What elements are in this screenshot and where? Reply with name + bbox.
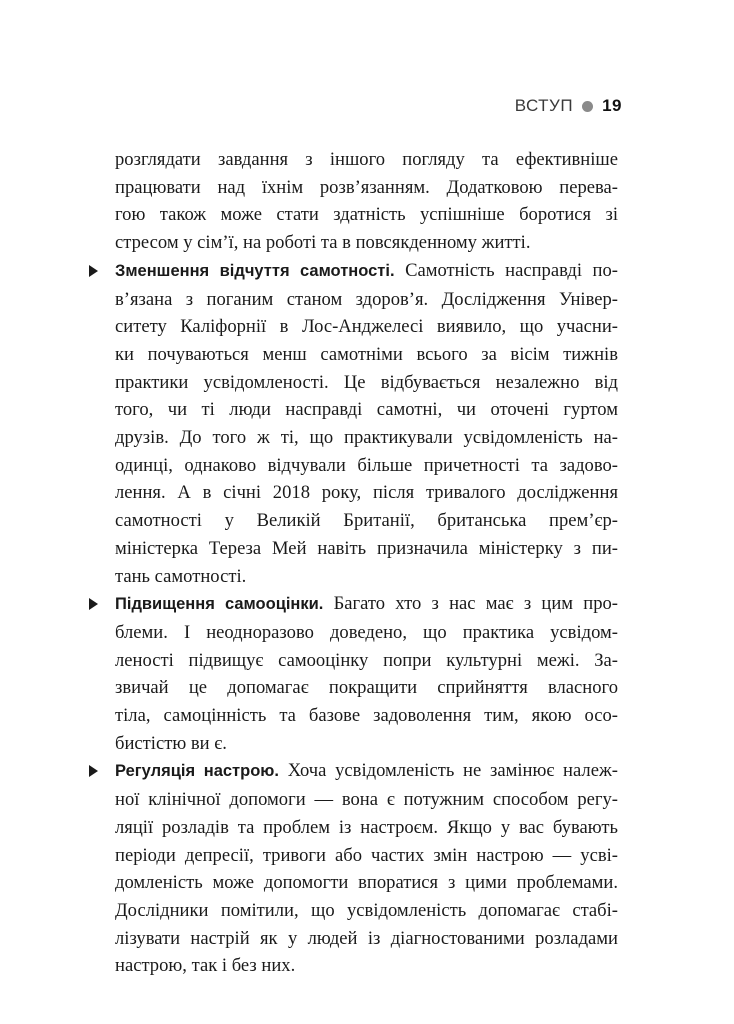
- text-line: розглядати завдання з іншого погляду та ефективніше: [115, 149, 618, 170]
- text-line: періоди депресії, тривоги або частих змін настрою — усві-: [115, 844, 618, 866]
- text-line: в’язана з поганим станом здоров’я. Дослідження Універ-: [115, 288, 618, 310]
- item-lead: Зменшення відчуття самотності.: [115, 261, 395, 280]
- item-first-line: Багато хто з нас має з цим про-: [323, 593, 618, 615]
- text-line: тіла, самоцінність та базове задоволення тим, якою осо-: [115, 705, 618, 727]
- text-line: настрою, так і без них.: [115, 955, 296, 977]
- running-head: [515, 96, 622, 116]
- text-line: леності підвищує самооцінку попри культурні межі. За-: [115, 649, 618, 671]
- text-line: гою також може стати здатність успішніше боротися зі: [115, 204, 618, 226]
- text-line: тань самотності.: [115, 565, 247, 587]
- text-line: [115, 590, 618, 619]
- text-line: стресом у сім’ї, на роботі та в повсякденному житті.: [115, 232, 531, 254]
- item-first-line: Самотність насправді по-: [394, 259, 618, 281]
- item-lead: Підвищення самооцінки.: [115, 595, 324, 614]
- text-line: одинці, однаково відчували більше причетності та задово-: [115, 454, 618, 476]
- text-line: того, чи ті люди насправді самотні, чи оточені гуртом: [115, 399, 618, 421]
- item-lead: Регуляція настрою.: [115, 762, 279, 781]
- text-line: блеми. І неодноразово доведено, що практика усвідом-: [115, 621, 618, 643]
- text-line: практики усвідомленості. Це відбувається незалежно від: [115, 371, 618, 393]
- intro-paragraph: [115, 146, 618, 257]
- text-line: лення. А в січні 2018 року, після тривалого дослідження: [115, 482, 618, 504]
- text-line: друзів. До того ж ті, що практикували усвідомленість на-: [115, 427, 618, 449]
- text-line: домленість може допомогти впоратися з цими проблемами.: [115, 872, 618, 894]
- bullet-dot-icon: [582, 101, 593, 112]
- section-title: ВСТУП: [514, 96, 574, 115]
- triangle-bullet-icon: [89, 265, 98, 277]
- text-line: ної клінічної допомоги — вона є потужним способом регу-: [115, 789, 618, 811]
- text-line: лізувати настрій як у людей із діагностованими розладами: [115, 927, 618, 949]
- item-first-line: Хоча усвідомленість не замінює належ-: [278, 760, 618, 782]
- text-line: ляції розладів та проблем із настроєм. Якщо у вас бувають: [115, 816, 618, 838]
- triangle-bullet-icon: [89, 765, 98, 777]
- text-line: ситету Каліфорнії в Лос-Анджелесі виявило, що учасни-: [115, 316, 618, 338]
- page-number: 19: [602, 96, 622, 115]
- text-line: міністерка Тереза Мей навіть призначила міністерку з пи-: [115, 537, 618, 559]
- text-line: Дослідники помітили, що усвідомленість допомагає стабі-: [115, 899, 618, 921]
- list-item: [115, 757, 618, 980]
- list-item: [115, 590, 618, 757]
- triangle-bullet-icon: [89, 598, 98, 610]
- text-line: ки почуваються менш самотніми всього за вісім тижнів: [115, 343, 618, 365]
- text-line: самотності у Великій Британії, британська прем’єр-: [115, 510, 618, 532]
- text-line: звичай це допомагає покращити сприйняття власного: [115, 677, 618, 699]
- text-line: бистістю ви є.: [115, 732, 227, 754]
- body-text: [115, 146, 618, 980]
- text-line: [115, 757, 618, 786]
- text-line: [115, 257, 618, 286]
- list-item: [115, 257, 618, 590]
- text-line: працювати над їхнім розв’язанням. Додатковою перева-: [115, 176, 618, 198]
